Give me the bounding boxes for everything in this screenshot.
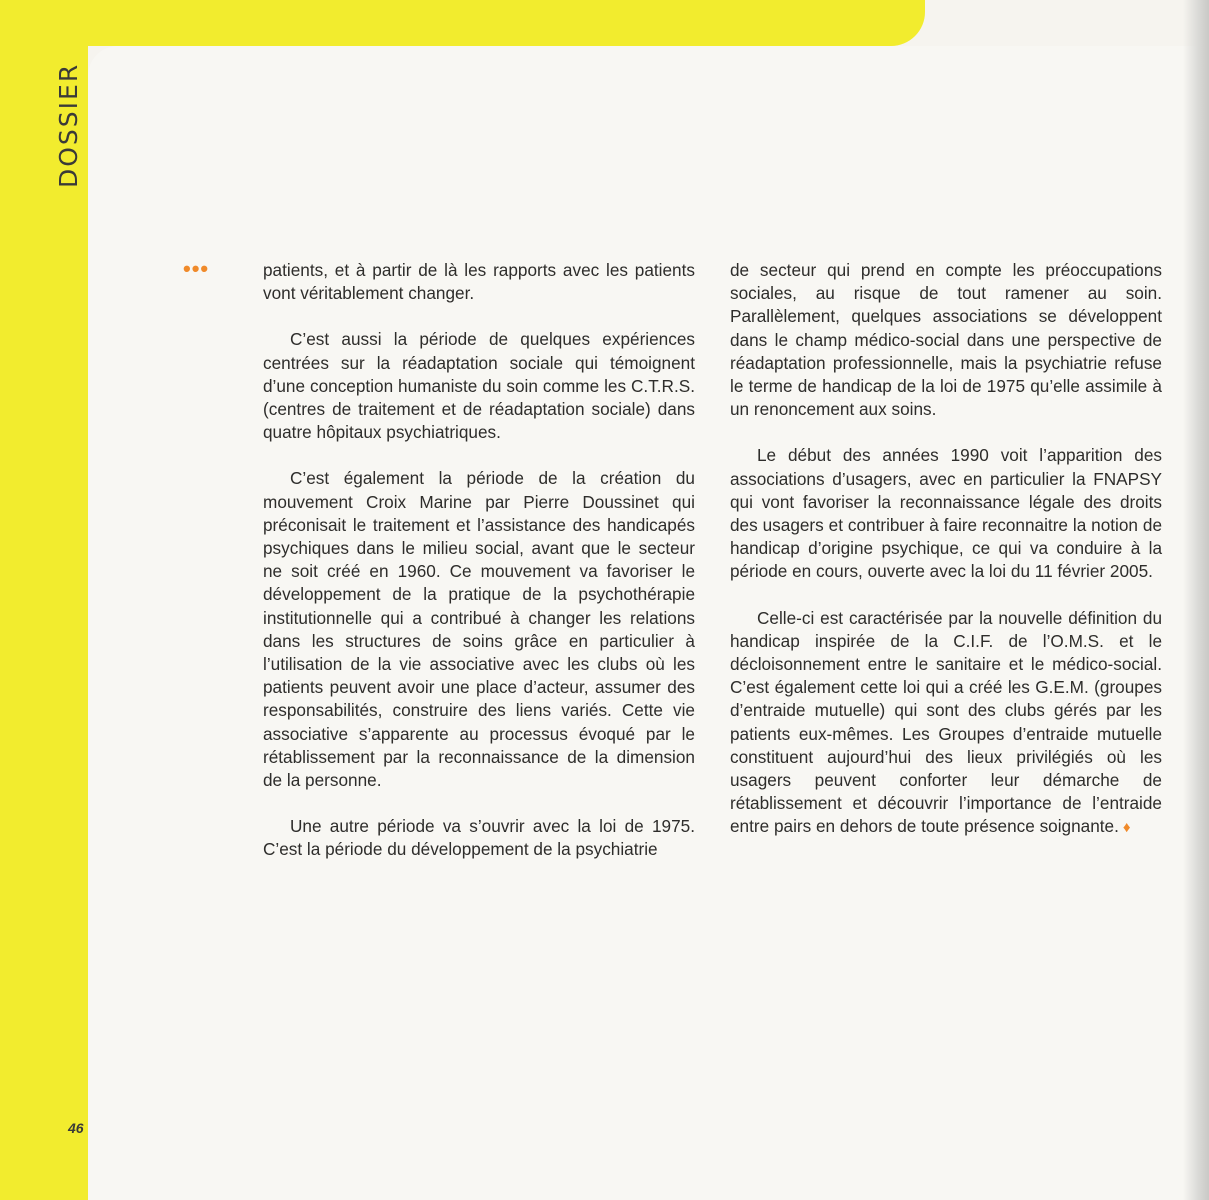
- section-label: DOSSIER: [54, 62, 83, 188]
- paragraph: patients, et à partir de là les rapports avec les patients vont véritablement changer.: [263, 260, 695, 304]
- end-of-article-diamond-icon: ♦: [1122, 819, 1131, 837]
- paragraph: C’est également la période de la création du mouvement Croix Marine par Pierre Doussinet qui préconisait le traitement et l’assistance des handicapés psychiques dans le milieu social, avant que le secteur ne soit créé en 1960. Ce mouvement va favoriser le développement de la pratique de la psychothérapie institutionnelle qui a contribué à changer les relations dans les structures de soins grâce en particulier à l’utilisation de la vie associative avec les clubs où les patients peuvent avoir une place d’acteur, assumer des responsabilités, construire des liens variés. Cette vie associative s’apparente au processus évoqué par le rétablissement par la reconnaissance de la dimension de la personne.: [263, 468, 695, 791]
- continuation-dots-icon: •••: [183, 256, 210, 281]
- right-column: [730, 259, 1162, 863]
- paragraph: [730, 607, 1162, 840]
- paragraph: C’est aussi la période de quelques expériences centrées sur la réadaptation sociale qui témoignent d’une conception humaniste du soin comme les C.T.R.S. (centres de traitement et de réadaptation sociale) dans quatre hôpitaux psychiatriques.: [263, 329, 695, 443]
- page-edge-shadow: [1183, 0, 1209, 1200]
- yellow-top-band: [0, 0, 925, 46]
- paragraph: de secteur qui prend en compte les préoccupations sociales, au risque de tout ramener au soin. Parallèlement, quelques associations se développent dans le champ médico-social dans une perspective de réadaptation professionnelle, mais la psychiatrie refuse le terme de handicap de la loi de 1975 qu’elle assimile à un renoncement aux soins.: [730, 260, 1162, 420]
- paragraph: Une autre période va s’ouvrir avec la loi de 1975. C’est la période du développement de la psychiatrie: [263, 816, 695, 860]
- paragraph-text: Celle-ci est caractérisée par la nouvelle définition du handicap inspirée de la C.I.F. de l’O.M.S. et le décloisonnement entre le sanitaire et le médico-social. C’est également cette loi qui a créé les G.E.M. (groupes d’entraide mutuelle) qui sont des clubs gérés par les patients eux-mêmes. Les Groupes d’entraide mutuelle constituent aujourd’hui des lieux privilégiés où les usagers peuvent conforter leur démarche de rétablissement et découvrir l’importance de l’entraide entre pairs en dehors de toute présence soignante.: [730, 607, 1162, 837]
- paragraph: Le début des années 1990 voit l’apparition des associations d’usagers, avec en particulier la FNAPSY qui vont favoriser la reconnaissance légale des droits des usagers et contribuer à faire reconnaitre la notion de handicap d’origine psychique, ce qui va conduire à la période en cours, ouverte avec la loi du 11 février 2005.: [730, 445, 1162, 582]
- page-number: 46: [68, 1120, 84, 1136]
- left-column: [263, 259, 695, 885]
